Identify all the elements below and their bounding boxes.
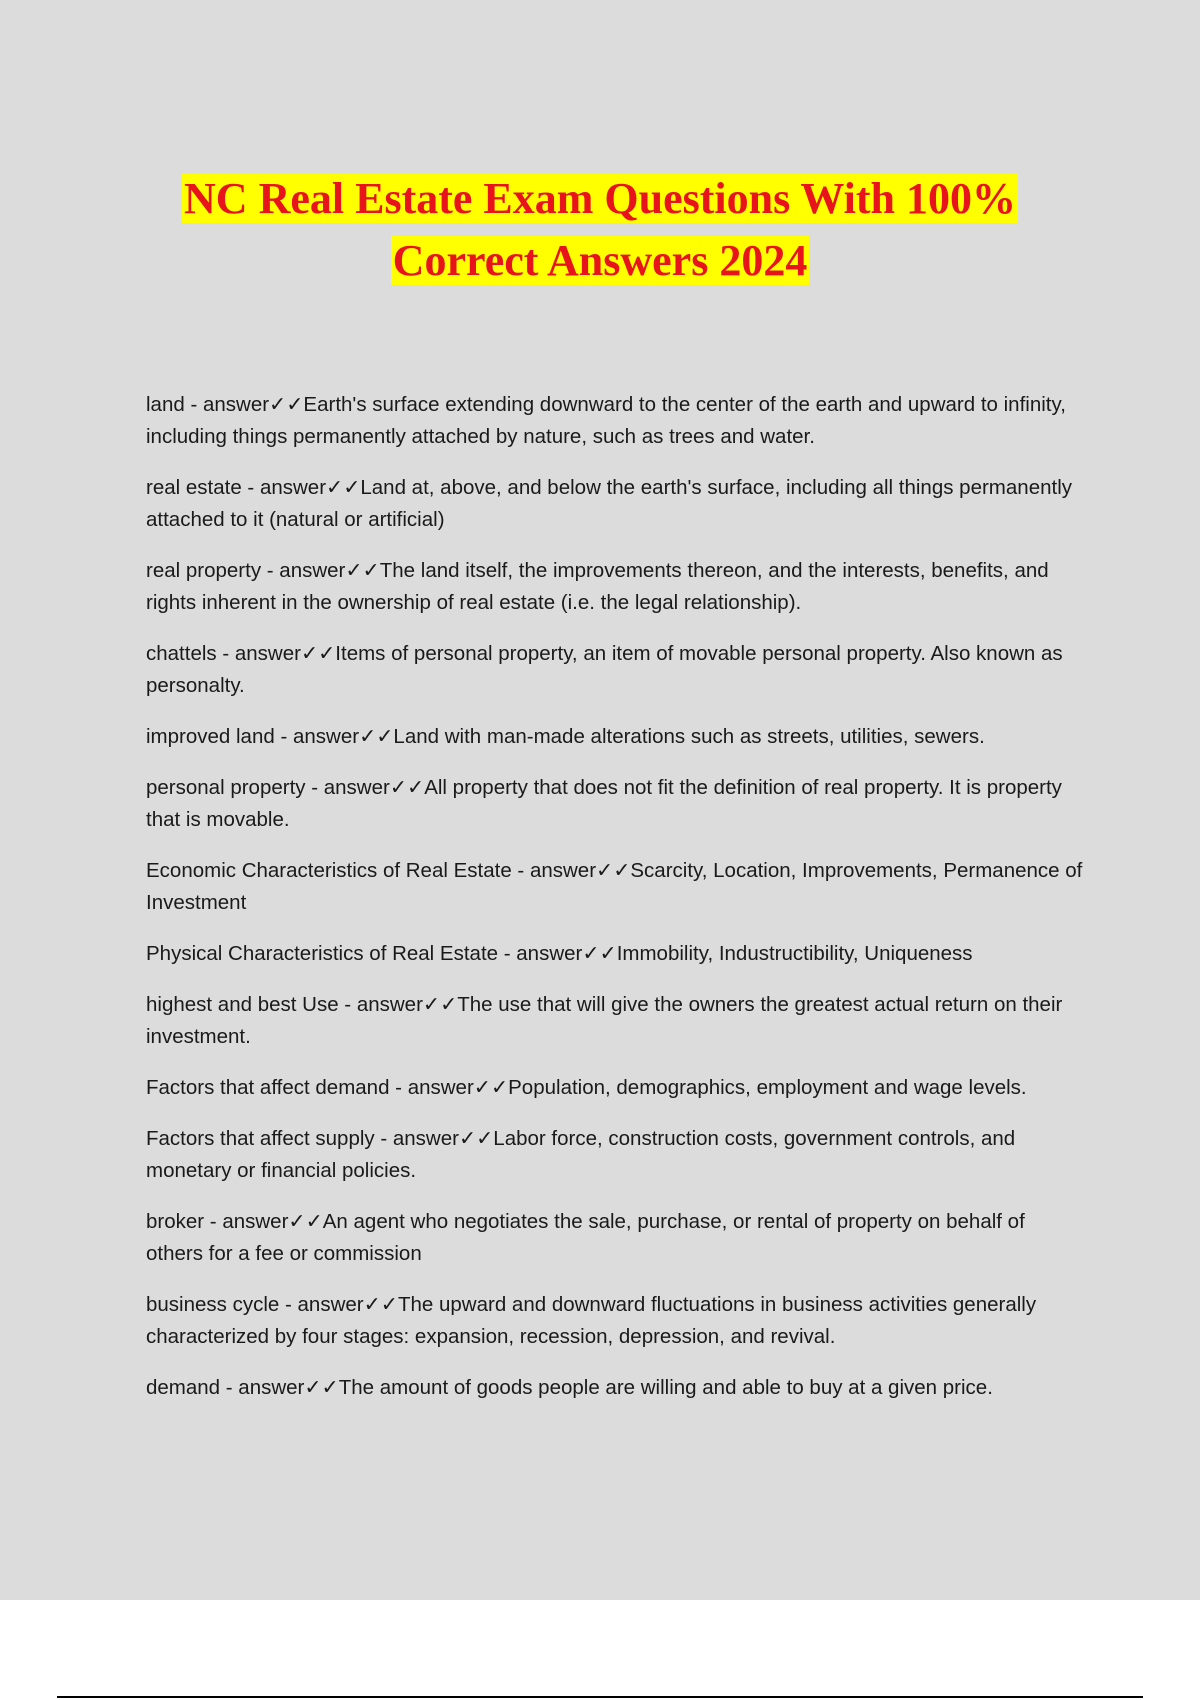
qa-item: broker - answer✓✓An agent who negotiates the sale, purchase, or rental of property on behalf of others for a fee or commission	[146, 1210, 1025, 1265]
qa-item: personal property - answer✓✓All property that does not fit the definition of real property. It is property that is movable.	[146, 776, 1062, 831]
qa-item: real property - answer✓✓The land itself, the improvements thereon, and the interests, benefits, and rights inherent in the ownership of real estate (i.e. the legal relationship).	[146, 559, 1049, 614]
qa-item: demand - answer✓✓The amount of goods people are willing and able to buy at a given price.	[146, 1376, 993, 1399]
title-line-1: NC Real Estate Exam Questions With 100%	[184, 174, 1016, 223]
qa-item: Physical Characteristics of Real Estate - answer✓✓Immobility, Industructibility, Uniqueness	[146, 942, 973, 965]
footer-divider	[57, 1696, 1143, 1698]
qa-item: business cycle - answer✓✓The upward and downward fluctuations in business activities generally characterized by four stages: expansion, recession, depression, and revival.	[146, 1293, 1037, 1348]
document-title	[0, 168, 1200, 292]
qa-item: improved land - answer✓✓Land with man-made alterations such as streets, utilities, sewers.	[146, 725, 985, 748]
qa-item: real estate - answer✓✓Land at, above, and below the earth's surface, including all things permanently attached to it (natural or artificial)	[146, 476, 1072, 531]
qa-item: chattels - answer✓✓Items of personal property, an item of movable personal property. Also known as personalty.	[146, 642, 1063, 697]
title-line-2: Correct Answers 2024	[392, 236, 808, 285]
qa-item: Factors that affect demand - answer✓✓Population, demographics, employment and wage levels.	[146, 1076, 1027, 1099]
qa-item: Economic Characteristics of Real Estate - answer✓✓Scarcity, Location, Improvements, Permanence of Investment	[146, 859, 1083, 914]
qa-list	[146, 389, 1086, 1423]
qa-item: highest and best Use - answer✓✓The use that will give the owners the greatest actual return on their investment.	[146, 993, 1063, 1048]
qa-item: Factors that affect supply - answer✓✓Labor force, construction costs, government controls, and monetary or financial policies.	[146, 1127, 1016, 1182]
qa-item: land - answer✓✓Earth's surface extending downward to the center of the earth and upward to infinity, including things permanently attached by nature, such as trees and water.	[146, 393, 1066, 448]
